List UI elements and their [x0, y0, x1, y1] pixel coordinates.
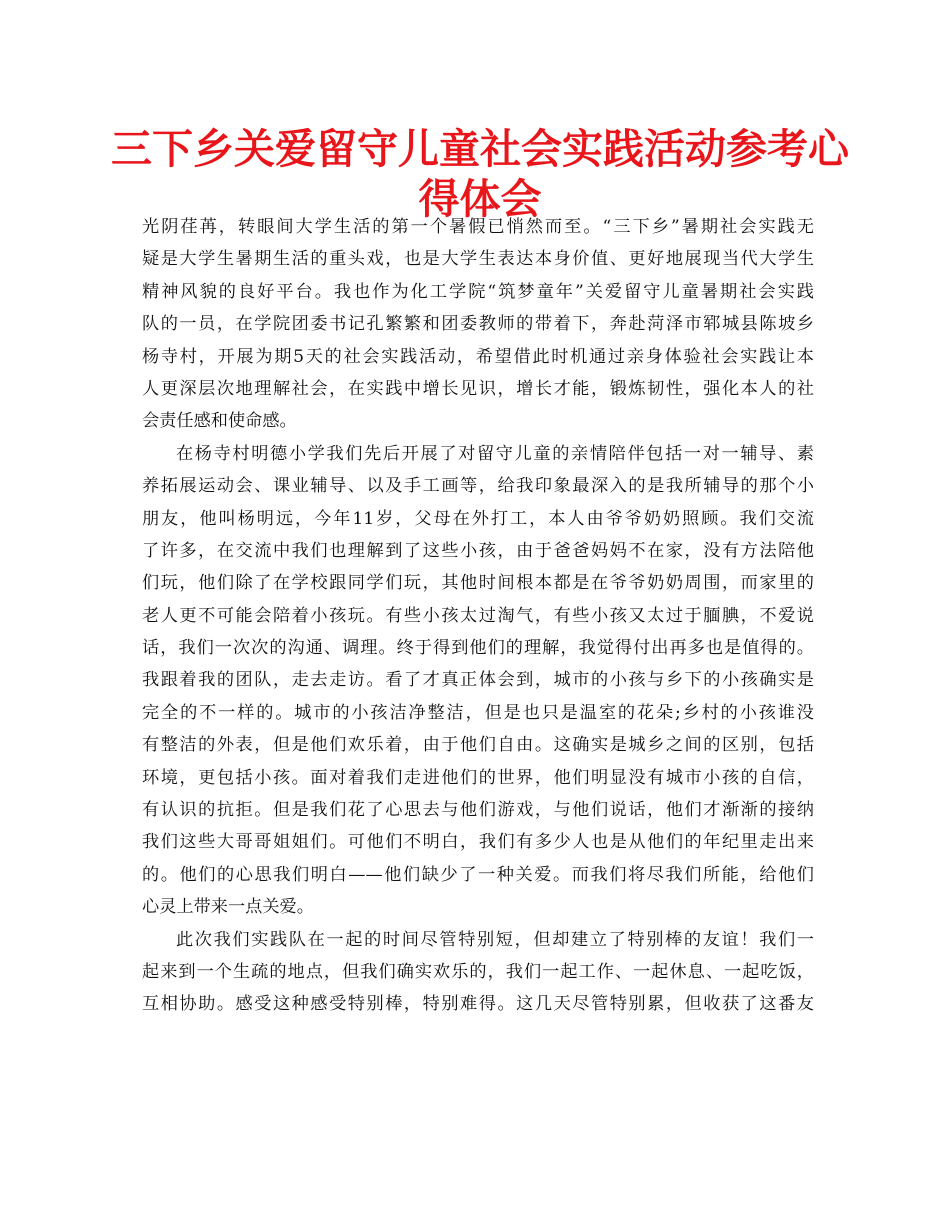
- paragraph-3: [142, 924, 814, 1021]
- text-line: 光阴荏苒，转眼间大学生活的第一个暑假已悄然而至。“三下乡”暑期社会实践无: [142, 217, 814, 237]
- text-line: 精神风貌的良好平台。我也作为化工学院“筑梦童年”关爱留守儿童暑期社会实践: [142, 281, 814, 302]
- page-title: [100, 124, 860, 224]
- paragraph-2: [142, 438, 814, 924]
- text-line: 环境，更包括小孩。面对着我们走进他们的世界，他们明显没有城市小孩的自信，: [142, 767, 814, 788]
- text-line: 在杨寺村明德小学我们先后开展了对留守儿童的亲情陪伴包括一对一辅导、素: [176, 443, 814, 464]
- title-line-1: 三下乡关爱留守儿童社会实践活动参考心: [111, 125, 849, 173]
- text-line: 朋友，他叫杨明远，今年11岁，父母在外打工，本人由爷爷奶奶照顾。我们交流: [142, 508, 814, 529]
- title-line-2: 得体会: [418, 175, 542, 223]
- text-line: 队的一员，在学院团委书记孔繁繁和团委教师的带着下，奔赴菏泽市郓城县陈坡乡: [142, 314, 814, 335]
- text-line: 话，我们一次次的沟通、调理。终于得到他们的理解，我觉得付出再多也是值得的。: [142, 638, 814, 659]
- text-line: 互相协助。感受这种感受特别棒，特别难得。这几天尽管特别累，但收获了这番友: [142, 994, 814, 1015]
- text-line: 我跟着我的团队，走去走访。看了才真正体会到，城市的小孩与乡下的小孩确实是: [142, 670, 814, 691]
- text-line: 会责任感和使命感。: [142, 411, 297, 432]
- paragraph-1: [142, 211, 814, 438]
- text-line: 养拓展运动会、课业辅导、以及手工画等，给我印象最深入的是我所辅导的那个小: [142, 476, 814, 497]
- text-line: 完全的不一样的。城市的小孩洁净整洁，但是也只是温室的花朵;乡村的小孩谁没: [142, 702, 814, 723]
- text-line: 心灵上带来一点关爱。: [142, 897, 314, 918]
- text-line: 疑是大学生暑期生活的重头戏，也是大学生表达本身价值、更好地展现当代大学生: [142, 249, 814, 270]
- document-body: [142, 211, 814, 1021]
- text-line: 此次我们实践队在一起的时间尽管特别短，但却建立了特别棒的友谊！我们一: [176, 929, 814, 950]
- text-line: 杨寺村，开展为期5天的社会实践活动，希望借此时机通过亲身体验社会实践让本: [142, 346, 814, 367]
- text-line: 的。他们的心思我们明白——他们缺少了一种关爱。而我们将尽我们所能，给他们: [142, 864, 814, 885]
- text-line: 有整洁的外表，但是他们欢乐着，由于他们自由。这确实是城乡之间的区别，包括: [142, 735, 814, 756]
- text-line: 了许多，在交流中我们也理解到了这些小孩，由于爸爸妈妈不在家，没有方法陪他: [142, 540, 814, 561]
- text-line: 老人更不可能会陪着小孩玩。有些小孩太过淘气，有些小孩又太过于腼腆，不爱说: [142, 605, 814, 626]
- text-line: 起来到一个生疏的地点，但我们确实欢乐的，我们一起工作、一起休息、一起吃饭，: [142, 961, 814, 982]
- text-line: 我们这些大哥哥姐姐们。可他们不明白，我们有多少人也是从他们的年纪里走出来: [142, 832, 814, 853]
- text-line: 有认识的抗拒。但是我们花了心思去与他们游戏，与他们说话，他们才渐渐的接纳: [142, 800, 814, 821]
- text-line: 们玩，他们除了在学校跟同学们玩，其他时间根本都是在爷爷奶奶周围，而家里的: [142, 573, 814, 594]
- text-line: 人更深层次地理解社会，在实践中增长见识，增长才能，锻炼韧性，强化本人的社: [142, 378, 814, 399]
